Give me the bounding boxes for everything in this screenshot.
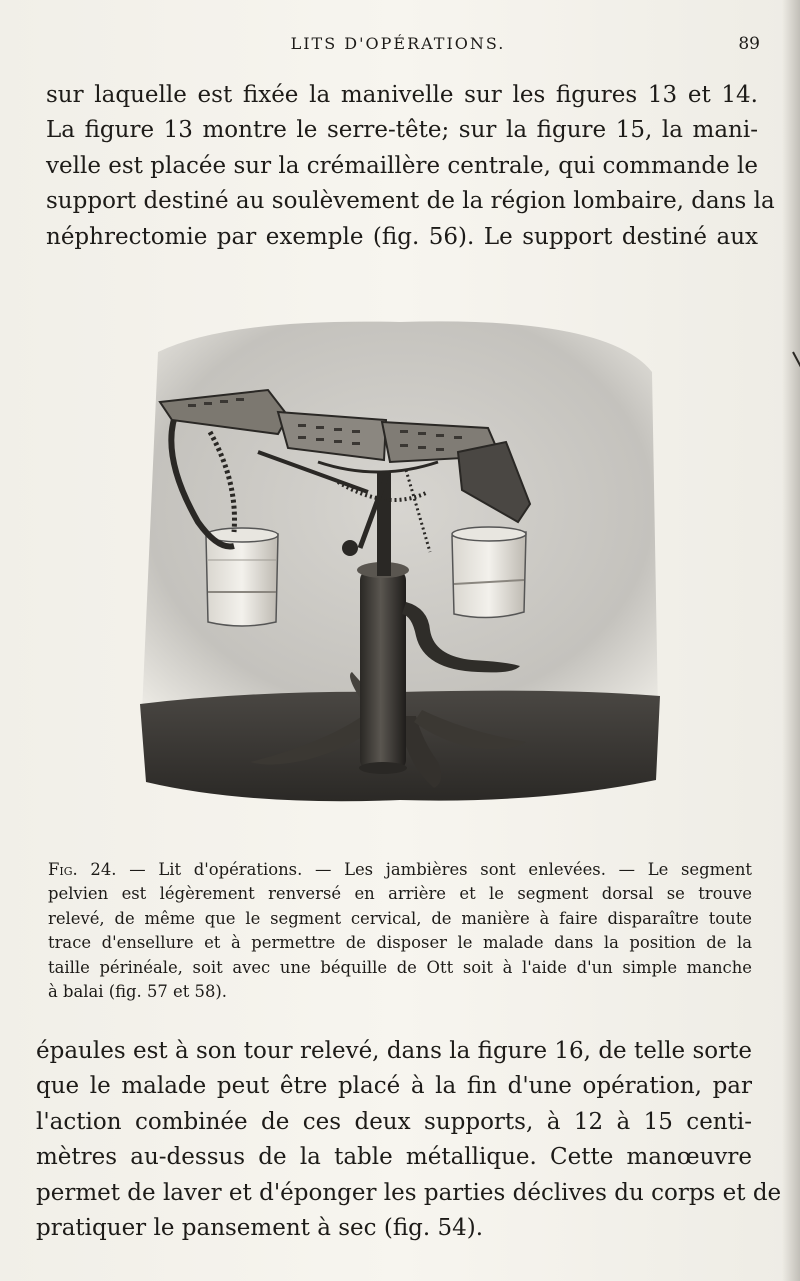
caption-line: relevé, de même que le segment cervical, de manière à faire disparaître toute	[48, 908, 752, 928]
text-line: sur laquelle est fixée la manivelle sur les figures 13 et 14.	[46, 82, 758, 108]
text-line: velle est placée sur la crémaillère centrale, qui commande le	[46, 152, 758, 179]
figure-caption	[48, 858, 752, 1004]
right-basin	[452, 532, 526, 618]
paragraph-bottom	[36, 1034, 782, 1246]
text-line: néphrectomie par exemple (fig. 56). Le support destiné aux	[46, 223, 758, 250]
figure-operating-table	[138, 312, 662, 808]
text-line: mètres au-dessus de la table métallique. Cette manœuvre	[36, 1144, 752, 1171]
text-line: l'action combinée de ces deux supports, à 12 à 15 centi-	[36, 1108, 752, 1135]
caption-label: Fig. 24.	[48, 860, 117, 879]
left-basin	[206, 534, 278, 626]
caption-line: taille périnéale, soit avec une béquille de Ott soit à l'aide d'un simple manche	[48, 957, 752, 977]
page-edge-shadow	[782, 0, 800, 1281]
caption-line: à balai (fig. 57 et 58).	[48, 982, 227, 1002]
running-head	[0, 34, 800, 58]
text-line: épaules est à son tour relevé, dans la figure 16, de telle sorte	[36, 1038, 752, 1064]
text-line: pratiquer le pansement à sec (fig. 54).	[36, 1215, 484, 1242]
caption-line: trace d'ensellure et à permettre de disposer le malade dans la position de la	[48, 933, 752, 953]
caption-line: pelvien est légèrement renversé en arrière et le segment dorsal se trouve	[48, 884, 752, 904]
caption-line	[48, 858, 752, 882]
text-line: que le malade peut être placé à la fin d'une opération, par	[36, 1073, 752, 1100]
running-title: LITS D'OPÉRATIONS.	[290, 34, 506, 53]
paragraph-top	[46, 78, 775, 255]
text-line: La figure 13 montre le serre-tête; sur la figure 15, la mani-	[46, 117, 758, 144]
caption-text: — Lit d'opérations. — Les jambières sont enlevées. — Le segment	[116, 860, 752, 879]
text-line: support destiné au soulèvement de la région lombaire, dans la	[46, 188, 775, 215]
text-line: permet de laver et d'éponger les parties déclives du corps et de	[36, 1179, 782, 1206]
pedestal-column	[360, 570, 406, 770]
page-number: 89	[738, 34, 760, 54]
operating-table-illustration	[138, 312, 662, 808]
